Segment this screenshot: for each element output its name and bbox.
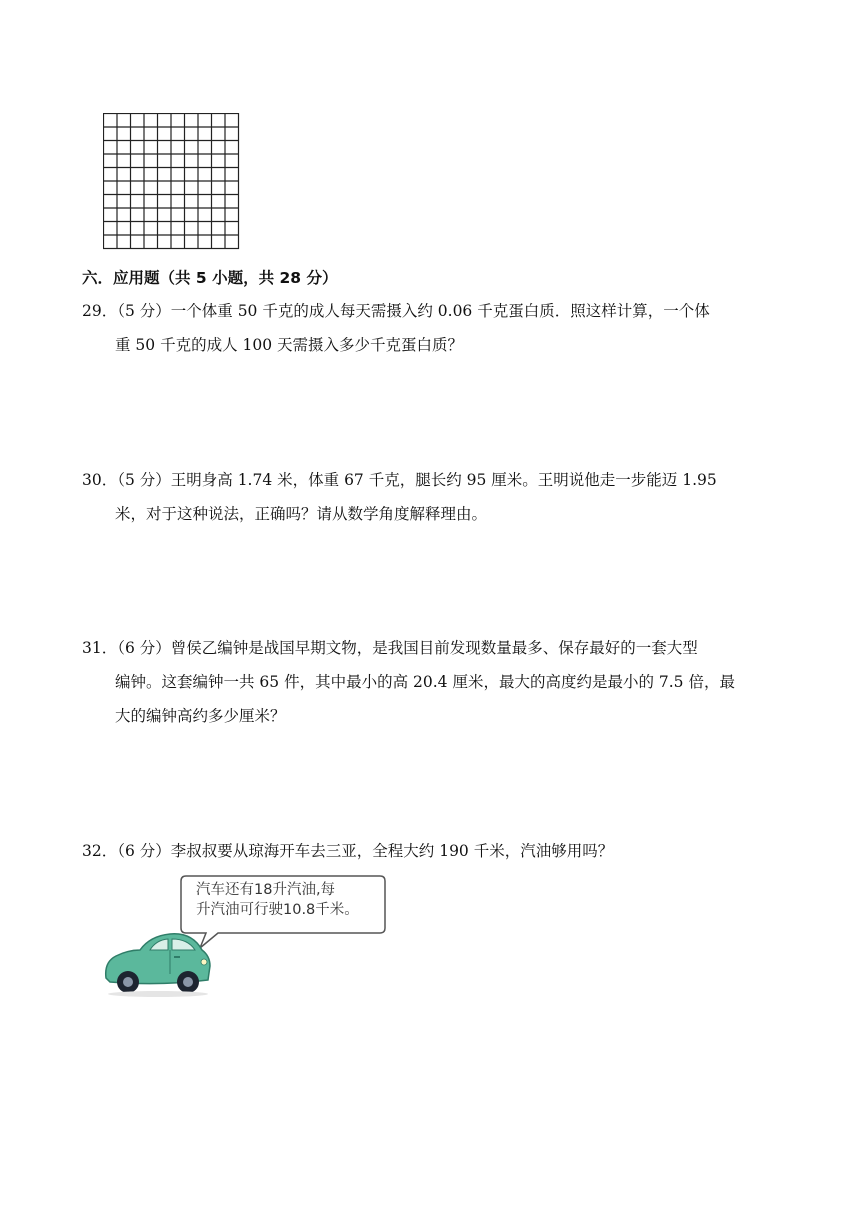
square-grid-figure (103, 113, 238, 248)
question-number: 32． (82, 842, 118, 860)
question-line: 大的编钟高约多少厘米？ (115, 707, 286, 725)
section-heading: 六．应用题（共 5 小题，共 28 分） (82, 269, 338, 287)
question-line (82, 294, 710, 328)
question-text: （6 分）李叔叔要从琼海开车去三亚，全程大约 190 千米，汽油够用吗？ (117, 842, 614, 860)
speech-bubble-text (196, 880, 386, 920)
question-line: 编钟。这套编钟一共 65 件，其中最小的高 20.4 厘米，最大的高度约是最小的 7.5 倍，最 (115, 673, 735, 691)
question-number: 31． (82, 639, 118, 657)
question-text: （6 分）曾侯乙编钟是战国早期文物，是我国目前发现数量最多、保存最好的一套大型 (117, 639, 698, 657)
question-line (82, 834, 613, 868)
bubble-line: 升汽油可行驶10.8千米。 (196, 902, 359, 918)
question-text: （5 分）王明身高 1.74 米，体重 67 千克，腿长约 95 厘米。王明说他走一步能迈 1.95 (117, 471, 717, 489)
question-number: 29． (82, 302, 118, 320)
bubble-line: 汽车还有18升汽油,每 (196, 882, 336, 898)
question-line (82, 631, 735, 665)
question-number: 30． (82, 471, 118, 489)
question-line: 重 50 千克的成人 100 天需摄入多少千克蛋白质？ (115, 336, 464, 354)
grid-icon (103, 113, 240, 250)
question-29 (82, 294, 710, 362)
question-text: （5 分）一个体重 50 千克的成人每天需摄入约 0.06 千克蛋白质．照这样计算，一个体 (117, 302, 710, 320)
car-speech-figure (100, 870, 390, 1000)
question-line: 米，对于这种说法，正确吗？请从数学角度解释理由。 (115, 505, 488, 523)
question-31 (82, 631, 735, 733)
question-line (82, 463, 717, 497)
question-30 (82, 463, 717, 531)
question-32 (82, 834, 613, 868)
